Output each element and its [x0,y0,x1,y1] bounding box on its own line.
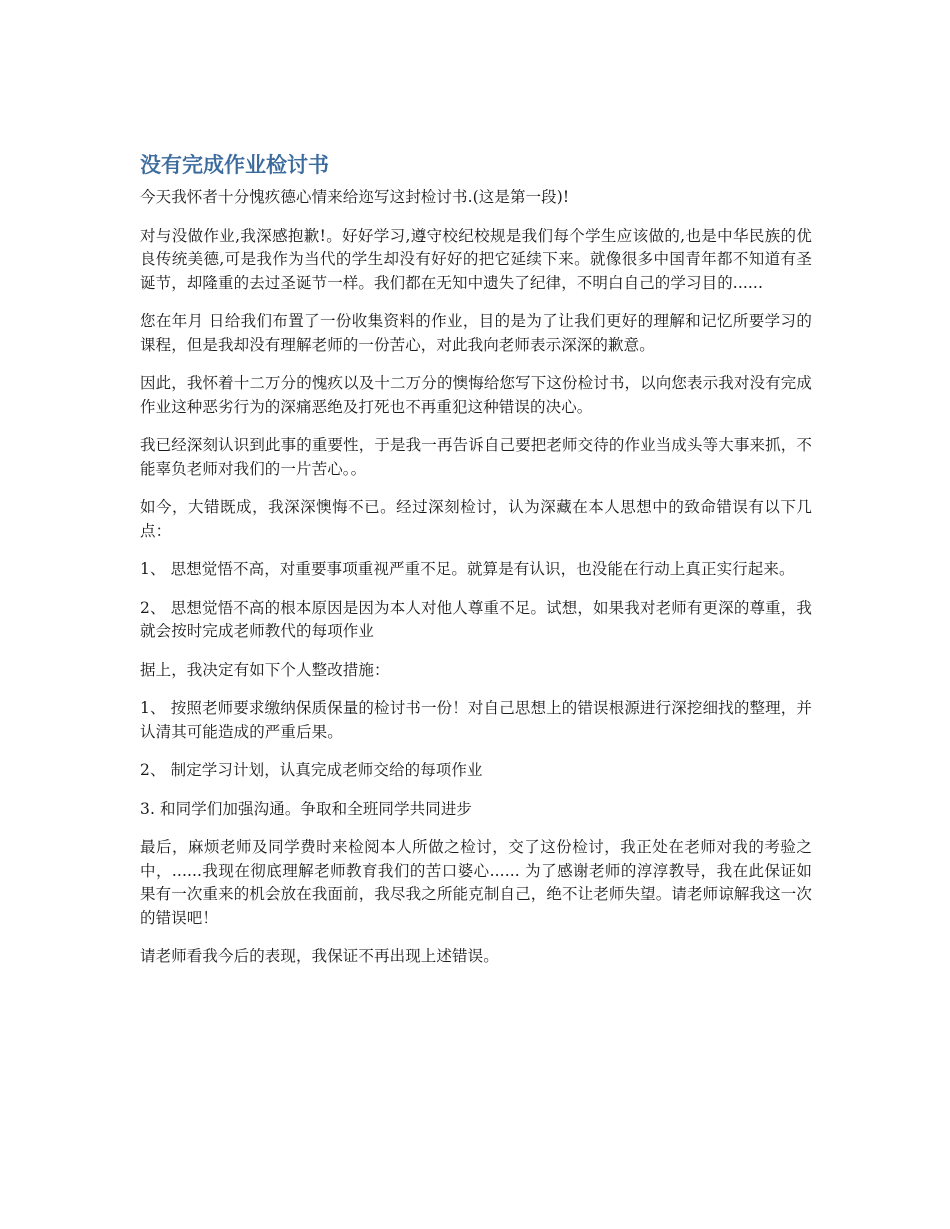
paragraph-closing: 最后，麻烦老师及同学费时来检阅本人所做之检讨，交了这份检讨，我正处在老师对我的考验之中，......我现在彻底理解老师教育我们的苦口婆心...... 为了感谢老师的淳淳教导，我在此保证如果有一次重来的机会放在我面前，我尽我之所能克制自己，绝不让老师失望。请老师谅解我这一次的错误吧！ [140,838,812,927]
paragraph: 对与没做作业,我深感抱歉!。好好学习,遵守校纪校规是我们每个学生应该做的,也是中华民族的优良传统美德,可是我作为当代的学生却没有好好的把它延续下来。就像很多中国青年都不知道有圣诞节，却隆重的去过圣诞节一样。我们都在无知中遗失了纪律，不明白自己的学习目的...... [140,226,812,292]
paragraph-intro: 今天我怀者十分愧疚德心情来给迩写这封检讨书.(这是第一段)! [140,188,570,206]
paragraph: 我已经深刻认识到此事的重要性，于是我一再告诉自己要把老师交待的作业当成头等大事来抓，不能辜负老师对我们的一片苦心。。 [140,436,812,478]
paragraph-final: 请老师看我今后的表现，我保证不再出现上述错误。 [140,947,499,965]
list-item: 2、 思想觉悟不高的根本原因是因为本人对他人尊重不足。试想，如果我对老师有更深的尊重，我就会按时完成老师教代的每项作业 [140,598,812,640]
paragraph: 您在年月 日给我们布置了一份收集资料的作业，目的是为了让我们更好的理解和记忆所要学习的课程，但是我却没有理解老师的一份苦心，对此我向老师表示深深的歉意。 [140,312,812,354]
paragraph: 因此，我怀着十二万分的愧疚以及十二万分的懊悔给您写下这份检讨书，以向您表示我对没有完成作业这种恶劣行为的深痛恶绝及打死也不再重犯这种错误的决心。 [140,374,812,416]
list-item: 1、 按照老师要求缴纳保质保量的检讨书一份！对自己思想上的错误根源进行深挖细找的整理，并认清其可能造成的严重后果。 [140,699,812,741]
paragraph: 据上，我决定有如下个人整改措施： [140,660,390,679]
list-item: 1、 思想觉悟不高，对重要事项重视严重不足。就算是有认识，也没能在行动上真正实行起来。 [140,560,795,578]
paragraph: 如今，大错既成，我深深懊悔不已。经过深刻检讨，认为深藏在本人思想中的致命错误有以下几点： [140,498,812,540]
list-item: 3. 和同学们加强沟通。争取和全班同学共同进步 [140,799,473,818]
document-page [140,150,812,984]
document-title: 没有完成作业检讨书 [140,153,329,177]
list-item: 2、 制定学习计划，认真完成老师交给的每项作业 [140,761,483,779]
